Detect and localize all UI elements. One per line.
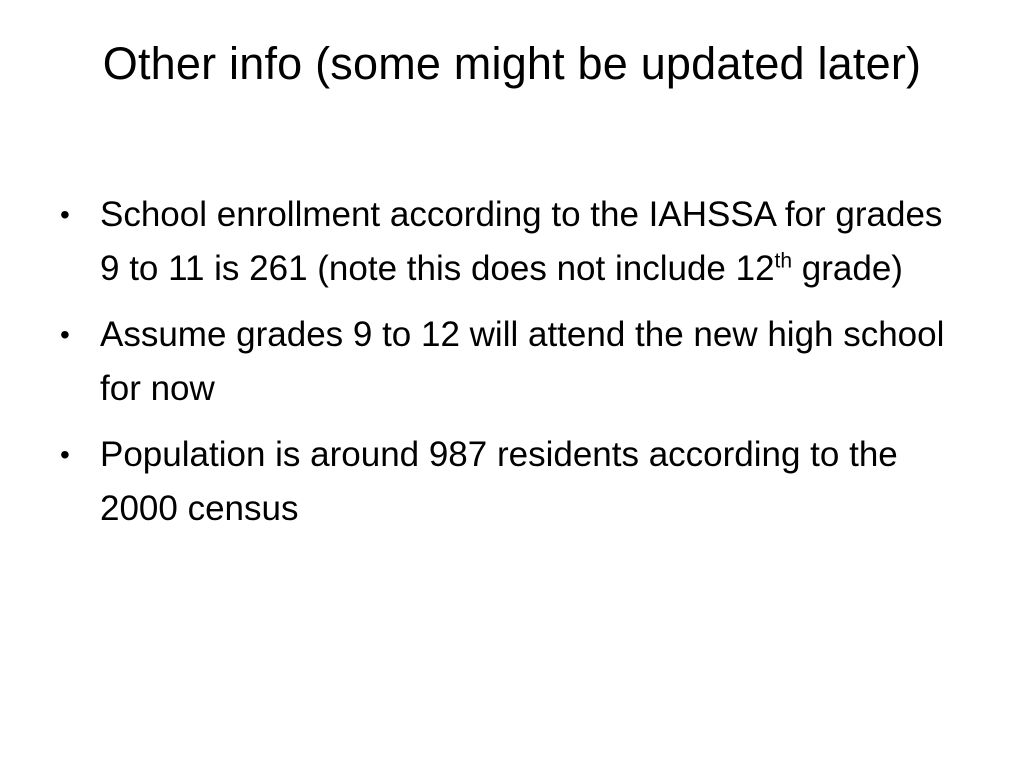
bullet-text-before-superscript: School enrollment according to the IAHSSA for grades 9 to 11 is 261 (note this does not include 12	[100, 195, 943, 288]
ordinal-superscript: th	[774, 249, 793, 273]
slide-title: Other info (some might be updated later)	[102, 38, 922, 89]
bullet-dot-icon: •	[60, 319, 70, 350]
bullet-dot-icon: •	[60, 439, 70, 470]
bullet-item-population	[58, 428, 968, 536]
bullet-text: Assume grades 9 to 12 will attend the new high school for now	[100, 315, 945, 408]
bullet-item-enrollment	[58, 188, 968, 296]
bullet-dot-icon: •	[60, 199, 70, 230]
bullet-list	[58, 188, 968, 548]
bullet-item-grades	[58, 308, 968, 416]
bullet-text-after-superscript: grade)	[792, 249, 903, 288]
bullet-text: Population is around 987 residents according to the 2000 census	[100, 435, 898, 528]
